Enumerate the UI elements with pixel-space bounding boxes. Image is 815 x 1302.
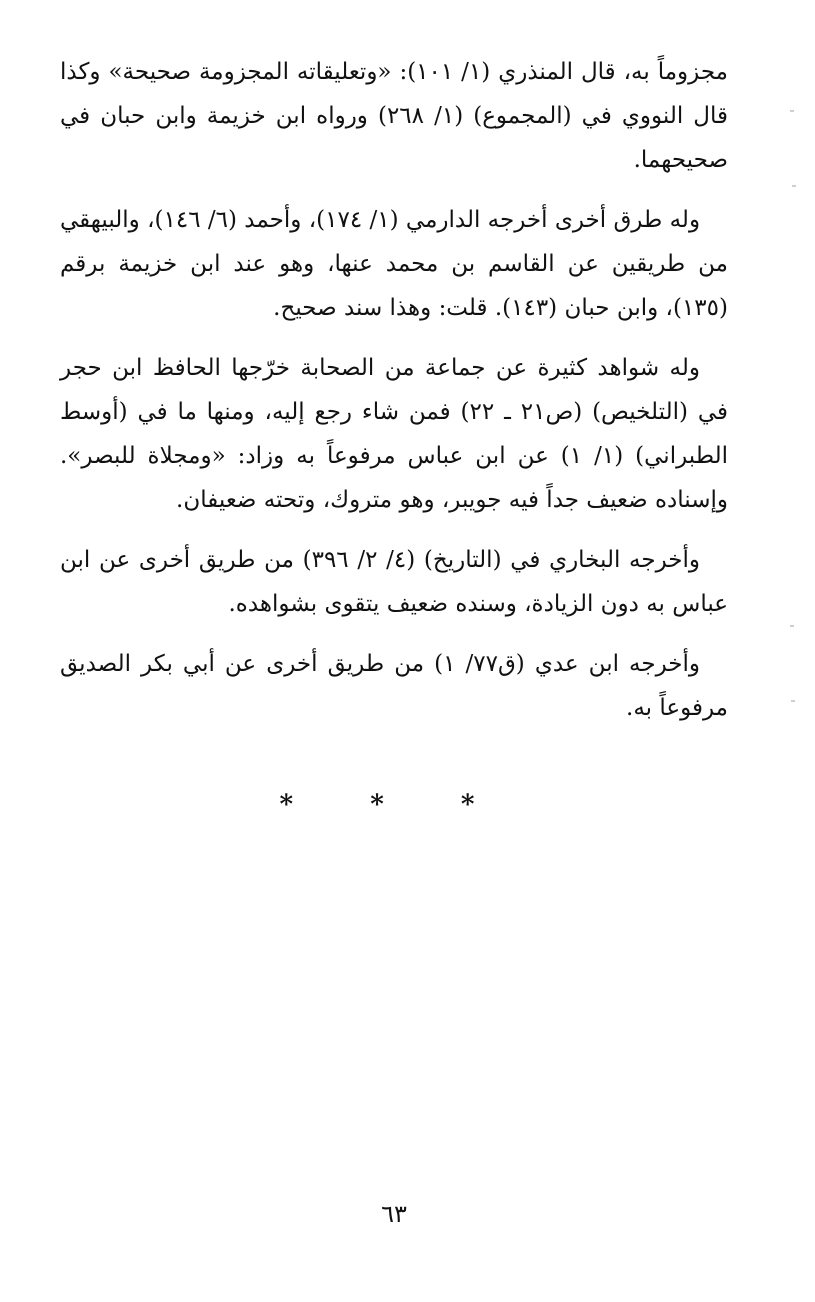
margin-speck [792,185,796,187]
paragraph-3: وله شواهد كثيرة عن جماعة من الصحابة خرّجها الحافظ ابن حجر في (التلخيص) (ص٢١ ـ ٢٢) فمن شاء رجع إليه، ومنها ما في (أوسط الطبراني) (١/ ١) عن ابن عباس مرفوعاً به وزاد: «ومجلاة للبصر». وإسناده ضعيف جداً فيه جويبر، وهو متروك، وتحته ضعيفان. [60,355,728,513]
margin-speck [790,110,794,112]
paragraph-1: مجزوماً به، قال المنذري (١/ ١٠١): «وتعليقاته المجزومة صحيحة» وكذا قال النووي في (المجموع) (١/ ٢٦٨) ورواه ابن خزيمة وابن حبان في صحيحهما. [60,59,729,173]
paragraph-5: وأخرجه ابن عدي (ق٧٧/ ١) من طريق أخرى عن أبي بكر الصديق مرفوعاً به. [60,651,728,721]
margin-speck [790,625,794,627]
document-page [60,50,728,1290]
margin-speck [791,700,795,702]
page-number: ٦٣ [381,1200,407,1228]
section-separator: * * * [279,790,509,820]
paragraph-4: وأخرجه البخاري في (التاريخ) (٤/ ٢/ ٣٩٦) من طريق أخرى عن ابن عباس به دون الزيادة، وسنده ضعيف يتقوى بشواهده. [60,547,728,617]
paragraph-2: وله طرق أخرى أخرجه الدارمي (١/ ١٧٤)، وأحمد (٦/ ١٤٦)، والبيهقي من طريقين عن القاسم بن محمد عنها، وهو عند ابن خزيمة برقم (١٣٥)، وابن حبان (١٤٣). قلت: وهذا سند صحيح. [60,207,728,321]
